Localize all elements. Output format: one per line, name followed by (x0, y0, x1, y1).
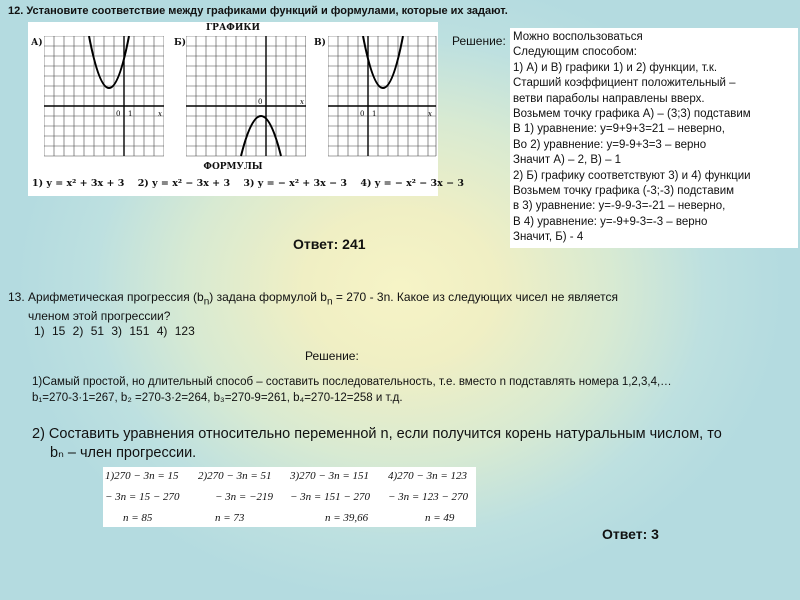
task13-options: 1) 15 2) 51 3) 151 4) 123 (34, 324, 195, 339)
formulas-header: ФОРМУЛЫ (203, 162, 263, 172)
solution-line: 1) А) и В) графики 1) и 2) функции, т.к. (513, 61, 718, 74)
solution-line: В 1) уравнение: у=9+9+3=21 – неверно, (513, 123, 725, 136)
task13-question-line1 (8, 290, 698, 309)
task12-title: 12. Установите соответствие между графиками функций и формулами, которые их задают. (8, 5, 508, 17)
q-sub2: n (326, 296, 333, 308)
graphs-header: ГРАФИКИ (205, 23, 261, 33)
graph-a (44, 36, 164, 158)
graph-a-one: 1 (128, 110, 133, 118)
solution-line: В 4) уравнение: у=-9+9-3=-3 – верно (513, 215, 708, 228)
solution-line: Возьмем точку графика А) – (3;3) подставим (513, 108, 751, 121)
graph-label-c: В) (314, 38, 326, 48)
solution-line: Во 2) уравнение: у=9-9+3=3 – верно (513, 138, 707, 151)
equations-block (103, 467, 476, 527)
graph-b-x: x (300, 98, 304, 106)
eq-cell: n = 39,66 (325, 512, 369, 524)
task12-solution-box (510, 28, 798, 248)
graph-c-one: 1 (372, 110, 377, 118)
formula-2: 2) y = x² − 3x + 3 (137, 178, 231, 189)
eq-cell: 3)270 − 3n = 151 (290, 470, 370, 482)
eq-cell: − 3n = −219 (215, 491, 274, 503)
method2-line1: 2) Составить уравнения относительно переменной n, если получится корень натуральным числом, то (32, 426, 722, 442)
solution-line: Следующим способом: (513, 46, 637, 59)
q-sub: n (203, 296, 210, 308)
solution-line: ветви параболы направлены вверх. (513, 92, 705, 105)
formula-1: 1) y = x² + 3x + 3 (32, 178, 125, 189)
method1-line1: 1)Самый простой, но длительный способ – составить последовательность, т.е. вместо n подставлять номера 1,2,3,4,… (32, 376, 672, 388)
graph-c-x: x (428, 110, 432, 118)
q-mid: ) задана формулой b (209, 290, 327, 304)
eq-cell: n = 73 (215, 512, 245, 524)
method1-line2: b₁=270-3·1=267, b₂ =270-3·2=264, b₃=270-9=261, b₄=270-12=258 и т.д. (32, 391, 403, 404)
graph-a-origin: 0 (116, 110, 121, 118)
graph-label-a: А) (31, 38, 43, 48)
task12-answer: Ответ: 241 (293, 236, 366, 252)
solution-line: Значит А) – 2, В) – 1 (513, 154, 622, 167)
task13-method1 (32, 375, 777, 406)
graph-a-x: x (158, 110, 162, 118)
eq-cell: − 3n = 123 − 270 (388, 491, 469, 503)
formula-4: 4) y = − x² − 3x − 3 (360, 178, 464, 189)
graph-c (328, 36, 438, 158)
eq-cell: − 3n = 151 − 270 (290, 491, 371, 503)
eq-cell: 1)270 − 3n = 15 (105, 470, 179, 482)
eq-cell: 4)270 − 3n = 123 (388, 470, 468, 482)
solution-line: Возьмем точку графика (-3;-3) подставим (513, 185, 735, 198)
task13-question (8, 290, 698, 339)
solution-line: в 3) уравнение: у=-9-9-3=-21 – неверно, (513, 200, 726, 213)
solution-line: 2) Б) графику соответствуют 3) и 4) функции (513, 169, 751, 182)
graphs-figure (28, 22, 464, 196)
formula-3: 3) y = − x² + 3x − 3 (243, 178, 348, 189)
graph-c-origin: 0 (360, 110, 365, 118)
task13-solution-label: Решение: (305, 349, 359, 363)
graph-b-origin: 0 (258, 98, 263, 106)
task13-method2 (32, 425, 792, 463)
eq-cell: n = 85 (123, 512, 153, 524)
task13-answer: Ответ: 3 (602, 526, 659, 542)
graph-b (186, 36, 306, 158)
q-prefix: 13. Арифметическая прогрессия (b (8, 290, 204, 304)
solution-line: Старший коэффициент положительный – (513, 77, 736, 90)
solution-line: Можно воспользоваться (513, 31, 643, 43)
eq-cell: − 3n = 15 − 270 (105, 491, 180, 503)
task13-question-line2: членом этой прогрессии? (28, 309, 171, 324)
task12-solution-label: Решение: (452, 34, 506, 48)
solution-line: Значит, Б) - 4 (513, 231, 584, 244)
method2-line2: bₙ – член прогрессии. (50, 445, 197, 461)
eq-cell: n = 49 (425, 512, 455, 524)
graph-label-b: Б) (174, 38, 186, 48)
q-rest: = 270 - 3n. Какое из следующих чисел не является (332, 290, 618, 304)
formulas-row (32, 178, 474, 189)
eq-cell: 2)270 − 3n = 51 (198, 470, 272, 482)
